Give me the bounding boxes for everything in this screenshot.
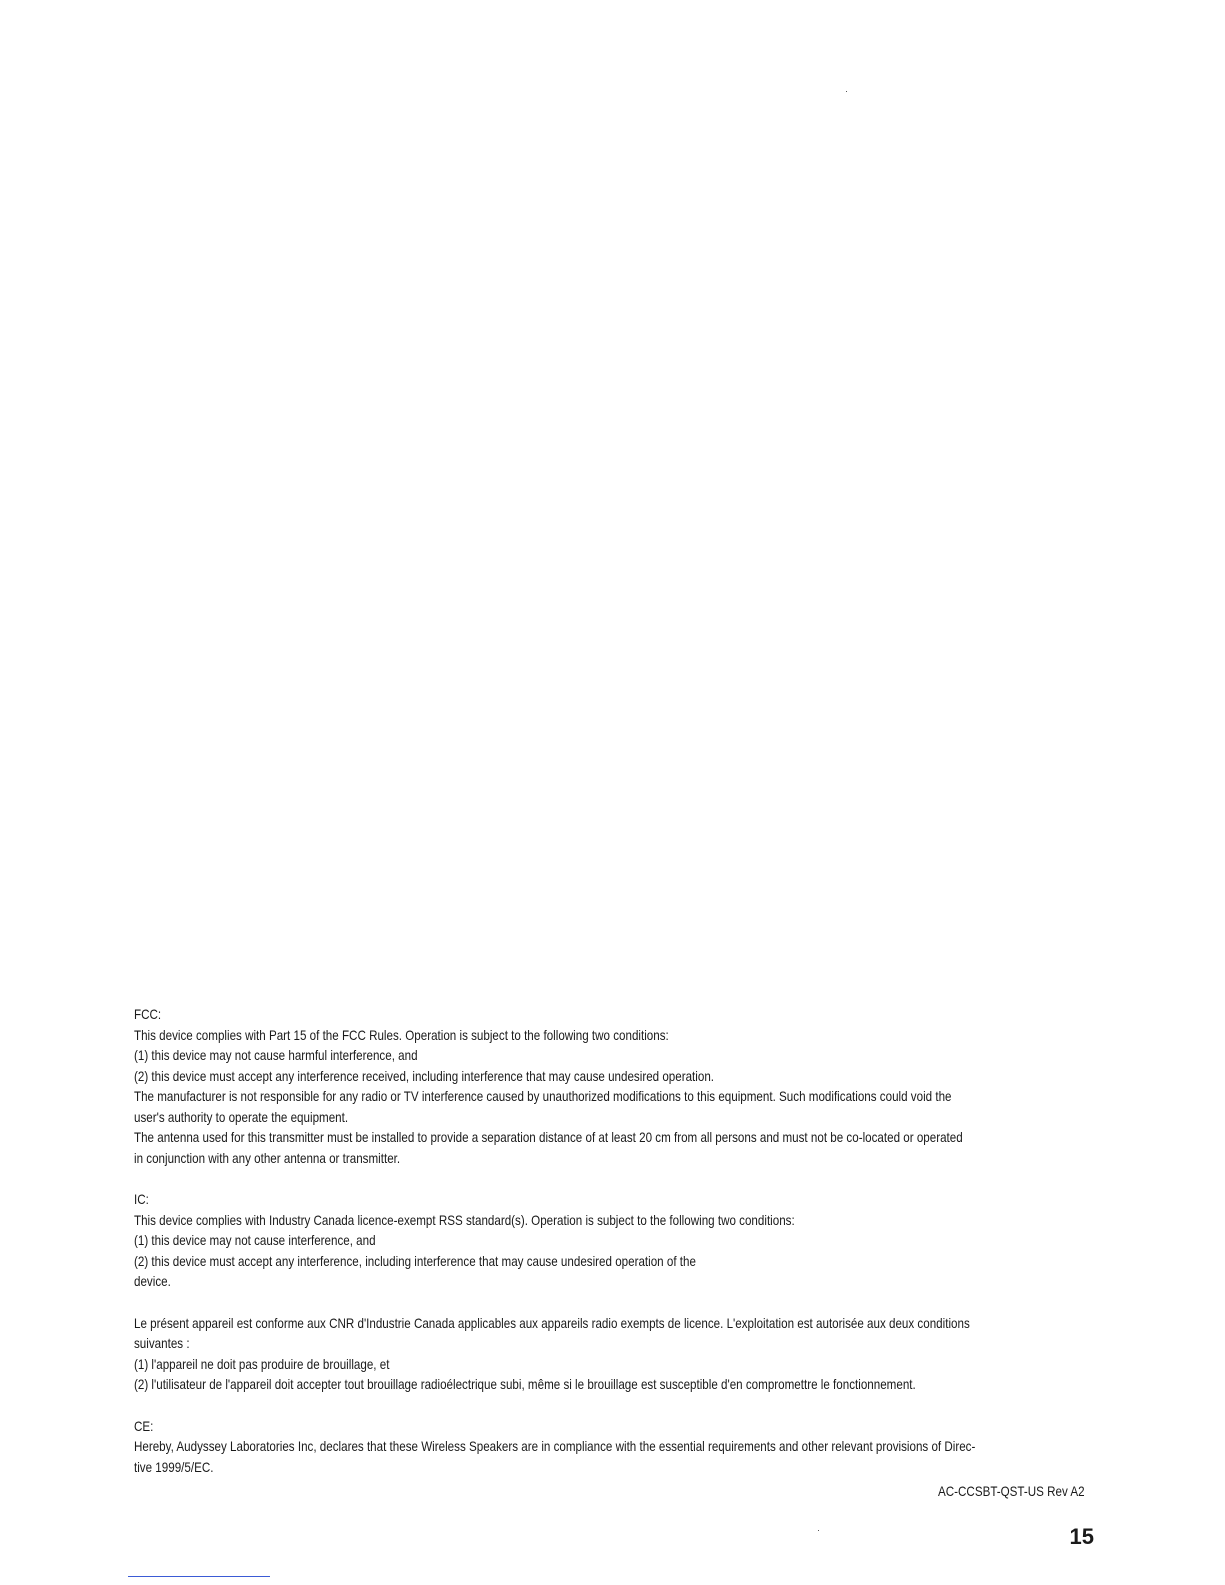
ic-french-line: Le présent appareil est conforme aux CNR d'Industrie Canada applicables aux appareils radio exempts de licence. L'exploitation est autorisée aux deux conditions xyxy=(134,1314,970,1331)
ic-heading: IC: xyxy=(134,1191,149,1207)
ic-french-line: (2) l'utilisateur de l'appareil doit accepter tout brouillage radioélectrique subi, même si le brouillage est susceptible d'en compromettre le fonctionnement. xyxy=(134,1376,916,1392)
fcc-line: (1) this device may not cause harmful interference, and xyxy=(134,1047,418,1063)
page-number: 15 xyxy=(1069,1524,1094,1549)
ic-line: This device complies with Industry Canada licence-exempt RSS standard(s). Operation is subject to the following two conditions: xyxy=(134,1211,795,1228)
fcc-section xyxy=(134,1004,1094,1168)
ic-line: (2) this device must accept any interference, including interference that may cause undesired operation of the xyxy=(134,1252,696,1269)
scan-speck xyxy=(846,91,847,92)
ic-section xyxy=(134,1189,1094,1292)
fcc-heading: FCC: xyxy=(134,1006,162,1022)
ic-french-line: suivantes : xyxy=(134,1335,190,1351)
ic-line: (1) this device may not cause interference, and xyxy=(134,1232,376,1248)
fcc-line: in conjunction with any other antenna or transmitter. xyxy=(134,1149,401,1166)
ic-line: device. xyxy=(134,1273,171,1289)
ce-line: tive 1999/5/EC. xyxy=(134,1458,214,1475)
document-code: AC-CCSBT-QST-US Rev A2 xyxy=(938,1483,1085,1499)
ce-heading: CE: xyxy=(134,1417,154,1434)
footer-rule xyxy=(128,1576,270,1577)
fcc-line: The antenna used for this transmitter must be installed to provide a separation distance of at least 20 cm from all persons and must not be co-located or operated xyxy=(134,1129,963,1145)
fcc-line: The manufacturer is not responsible for any radio or TV interference caused by unauthorized modifications to this equipment. Such modifications could void the xyxy=(134,1088,952,1104)
ic-french-line: (1) l'appareil ne doit pas produire de brouillage, et xyxy=(134,1355,390,1372)
fcc-line: This device complies with Part 15 of the FCC Rules. Operation is subject to the following two conditions: xyxy=(134,1026,669,1043)
ce-section xyxy=(134,1416,1094,1478)
ic-french-section xyxy=(134,1313,1094,1395)
scan-speck xyxy=(818,1530,819,1531)
ce-line: Hereby, Audyssey Laboratories Inc, declares that these Wireless Speakers are in compliance with the essential requirements and other relevant provisions of Direc- xyxy=(134,1438,976,1454)
fcc-line: user's authority to operate the equipment. xyxy=(134,1108,349,1125)
fcc-line: (2) this device must accept any interference received, including interference that may cause undesired operation. xyxy=(134,1067,715,1084)
compliance-text xyxy=(134,1004,1094,1477)
